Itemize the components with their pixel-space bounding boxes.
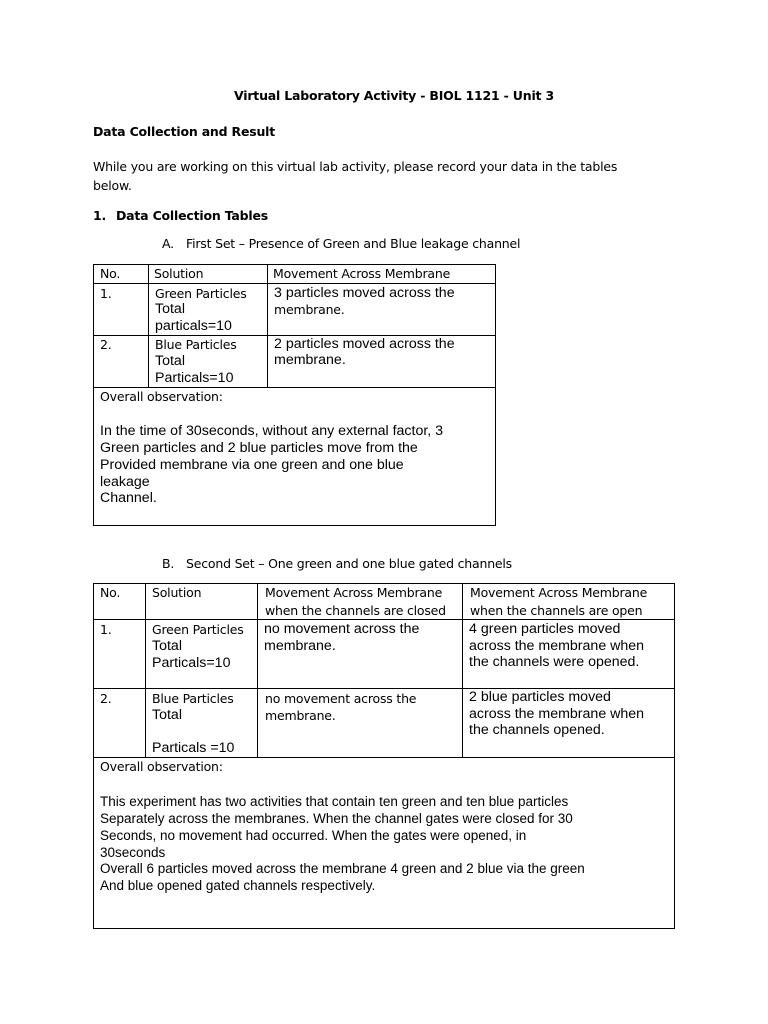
table-row-open: across the membrane when xyxy=(469,638,645,654)
table-a-header-no: No. xyxy=(100,266,121,281)
table-row-solution: Green Particles xyxy=(155,286,247,301)
table-row-movement: 2 particles moved across the xyxy=(274,336,455,352)
table-row-open: the channels were opened. xyxy=(469,654,640,670)
table-row-no: 2. xyxy=(100,337,112,352)
table-row-solution: Blue Particles xyxy=(155,337,237,352)
intro-line-1: While you are working on this virtual lab activity, please record your data in the tables xyxy=(93,159,618,174)
intro-line-2: below. xyxy=(93,178,132,193)
table-b-observation-line: Separately across the membranes. When the channel gates were closed for 30 xyxy=(100,811,573,826)
table-a-header-solution: Solution xyxy=(154,266,204,281)
table-a-observation-label: Overall observation: xyxy=(100,389,223,404)
table-a-header-movement: Movement Across Membrane xyxy=(273,266,451,281)
table-row-solution-total: particals=10 xyxy=(155,318,232,334)
table-b-header-closed: Movement Across Membrane xyxy=(265,585,443,600)
table-b-caption-letter: B. xyxy=(162,556,175,571)
table-row-closed: membrane. xyxy=(265,708,336,723)
table-b-header-open: Movement Across Membrane xyxy=(470,585,648,600)
table-b-observation-line: Overall 6 particles moved across the membrane 4 green and 2 blue via the green xyxy=(100,861,585,876)
subsection-number: 1. xyxy=(93,208,107,223)
table-b-header-open: when the channels are open xyxy=(470,603,643,618)
table-row-no: 1. xyxy=(100,286,112,301)
table-row-open: the channels opened. xyxy=(469,722,605,738)
table-row-movement: membrane. xyxy=(274,302,345,317)
table-b-observation-line: Seconds, no movement had occurred. When the gates were opened, in xyxy=(100,828,527,843)
table-row-open: 4 green particles moved xyxy=(469,621,621,637)
table-row-solution-total: Particals=10 xyxy=(155,370,234,386)
table-a-observation-line: In the time of 30seconds, without any external factor, 3 xyxy=(100,423,444,439)
table-b-observation-line: And blue opened gated channels respectively. xyxy=(100,878,376,893)
table-b-header-solution: Solution xyxy=(152,585,202,600)
table-row-no: 2. xyxy=(100,691,112,706)
table-row-movement: membrane. xyxy=(274,352,346,368)
table-a-observation-line: Provided membrane via one green and one blue xyxy=(100,457,404,473)
subsection-label: Data Collection Tables xyxy=(116,208,268,223)
table-row-solution-total: Total xyxy=(152,638,182,654)
table-a-observation-line: leakage xyxy=(100,474,150,490)
document-title: Virtual Laboratory Activity - BIOL 1121 - Unit 3 xyxy=(234,88,554,103)
table-a-caption: First Set – Presence of Green and Blue leakage channel xyxy=(186,236,521,251)
table-row-solution: Blue Particles xyxy=(152,691,234,706)
table-row-closed: membrane. xyxy=(264,638,336,654)
table-b-header-no: No. xyxy=(100,585,121,600)
table-row-open: across the membrane when xyxy=(469,706,645,722)
table-a-observation-line: Green particles and 2 blue particles move from the xyxy=(100,440,418,456)
table-row-solution-total: Particals =10 xyxy=(152,740,235,756)
table-b-header-closed: when the channels are closed xyxy=(265,603,446,618)
table-a-observation-line: Channel. xyxy=(100,490,157,506)
table-b-observation-label: Overall observation: xyxy=(100,759,223,774)
table-a-caption-letter: A. xyxy=(162,236,174,251)
table-row-solution-total: Total xyxy=(155,301,185,317)
table-row-open: 2 blue particles moved xyxy=(469,689,611,705)
table-row-no: 1. xyxy=(100,622,112,637)
table-row-closed: no movement across the xyxy=(264,621,420,637)
table-b-observation-line: 30seconds xyxy=(100,845,166,860)
table-b-observation-line: This experiment has two activities that contain ten green and ten blue particles xyxy=(100,794,569,809)
table-b-caption: Second Set – One green and one blue gated channels xyxy=(186,556,512,571)
table-row-solution-total: Particals=10 xyxy=(152,655,231,671)
table-row-solution-total: Total xyxy=(155,353,185,369)
table-row-solution-total: Total xyxy=(152,707,182,723)
table-row-closed: no movement across the xyxy=(265,691,417,706)
section-heading: Data Collection and Result xyxy=(93,124,276,139)
table-row-movement: 3 particles moved across the xyxy=(274,285,455,301)
table-row-solution: Green Particles xyxy=(152,622,244,637)
